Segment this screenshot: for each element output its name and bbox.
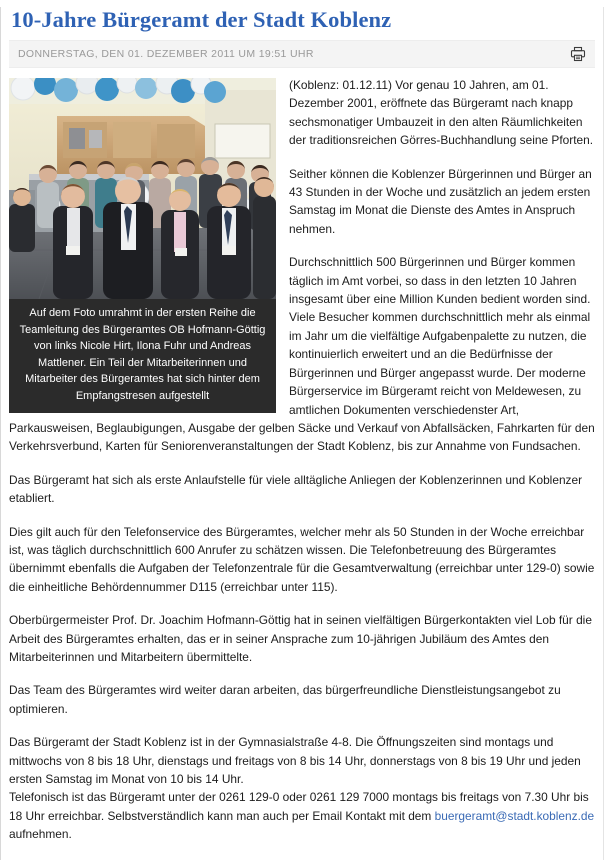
publish-date: DONNERSTAG, DEN 01. DEZEMBER 2011 UM 19:51 UHR bbox=[18, 48, 314, 60]
paragraph-first-contact-point: Das Bürgeramt hat sich als erste Anlaufstelle für viele alltägliche Anliegen der Koblenzerinnen und Koblenzer etabliert. bbox=[9, 472, 583, 506]
email-link[interactable]: buergeramt@stadt.koblenz.de bbox=[434, 808, 595, 823]
page-title: 10-Jahre Bürgeramt der Stadt Koblenz bbox=[11, 7, 392, 32]
paragraph-intro: (Koblenz: 01.12.11) Vor genau 10 Jahren, am 01. Dezember 2001, eröffnete das Bürgeramt nach knapp sechsmonatiger Umbauzeit in den alten Räumlichkeiten der traditionsreichen Görres-Buchhandlung seine Pforten. bbox=[289, 78, 594, 148]
print-button[interactable] bbox=[567, 43, 589, 65]
paragraph-team: Das Team des Bürgeramtes wird weiter daran arbeiten, das bürgerfreundliche Dienstleistungsangebot zu optimieren. bbox=[9, 683, 561, 716]
article-body bbox=[9, 68, 595, 844]
contact-text-after-link: aufnehmen. bbox=[9, 827, 72, 842]
article-meta-bar bbox=[9, 40, 595, 68]
paragraph-contact bbox=[9, 788, 595, 843]
paragraph-mayor: Oberbürgermeister Prof. Dr. Joachim Hofmann-Göttig hat in seinen vielfältigen Bürgerkontakten viel Lob für die Arbeit des Bürgeramtes erhalten, das er in seiner Ansprache zum 10-jährigen Jubiläum des Amtes den Mitarbeiterinnen und Mitarbeitern übermittelte. bbox=[9, 613, 592, 664]
printer-icon bbox=[570, 46, 586, 62]
photo-caption: Auf dem Foto umrahmt in der ersten Reihe die Teamleitung des Bürgeramtes OB Hofmann-Göttig von links Nicole Hirt, Ilona Fuhr und Andreas Mattlener. Ein Teil der Mitarbeiterinnen und Mitarbeiter des Bürgeramtes hat sich hinter dem Empfangstresen aufgestellt bbox=[9, 299, 276, 413]
article-photo bbox=[9, 78, 276, 299]
paragraph-visitors: Durchschnittlich 500 Bürgerinnen und Bürger kommen täglich im Amt vorbei, so dass in den letzten 10 Jahren insgesamt über eine Million Kunden bedient worden sind. Viele Besucher kommen durchschnittlich mehr als einmal im Jahr um die vielfältige Aufgabenpalette zu nutzen, die kontinuierlich erweitert und an die Bedürfnisse der Bürgerinnen und Bürger angepasst wurde. Der moderne Bürgerservice im Bürgeramt reicht von Meldewesen, zu amtlichen Dokumenten verschiedenster Art, Parkausweisen, Beglaubigungen, Ausgabe der gelben Säcke und Verkauf von Abfallsäcken, Fahrkarten für den Verkehrsverbund, Karten für Seniorenveranstaltungen der Stadt Koblenz, bis zur Annahme von Fundsachen. bbox=[9, 255, 595, 454]
paragraph-phone-service: Dies gilt auch für den Telefonservice des Bürgeramtes, welcher mehr als 50 Stunden in der Woche erreichbar ist, was täglich durchschnittlich 600 Anrufer zu schätzen wissen. Die Telefonbetreuung des Bürgeramtes übernimmt ebenfalls die Aufgaben der Telefonzentrale für die Gesamtverwaltung (erreichbar unter 129-0) sowie die einheitliche Behördennummer D115 (erreichbar unter 115). bbox=[9, 524, 595, 594]
paragraph-opening-hours-intro: Seither können die Koblenzer Bürgerinnen und Bürger an 43 Stunden in der Woche und zusätzlich an jedem ersten Samstag im Monat die Dienste des Amtes in Anspruch nehmen. bbox=[289, 166, 592, 236]
paragraph-address-hours: Das Bürgeramt der Stadt Koblenz ist in der Gymnasialstraße 4-8. Die Öffnungszeiten sind montags und mittwochs von 8 bis 18 Uhr, dienstags und freitags von 8 bis 14 Uhr, donnerstags von 8 bis 19 Uhr und jeden ersten Samstag im Monat von 10 bis 14 Uhr. bbox=[9, 735, 581, 786]
article-figure bbox=[9, 78, 276, 413]
article-page bbox=[0, 7, 604, 860]
contact-text-before-link: Telefonisch ist das Bürgeramt unter der 0261 129-0 oder 0261 129 7000 montags bis freitags von 7.30 Uhr bis 18 Uhr erreichbar. Selbstverständlich kann man auch per Email Kontakt mit dem bbox=[9, 790, 589, 823]
